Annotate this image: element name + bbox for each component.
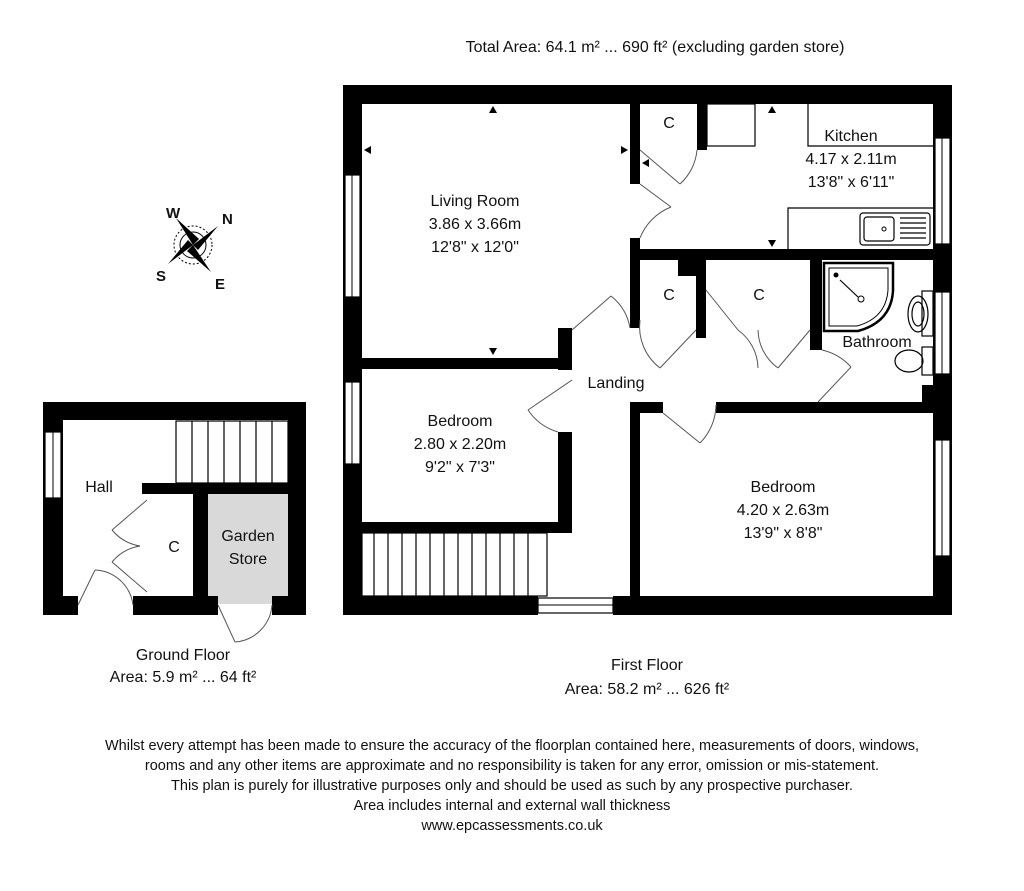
wall-cupboard-stub bbox=[678, 260, 696, 276]
first-floor-doors bbox=[528, 150, 851, 443]
total-area-text: Total Area: 64.1 m² ... 690 ft² (excluding garden store) bbox=[465, 39, 845, 56]
measurement-markers bbox=[364, 106, 776, 355]
wall-bedroom-landing bbox=[558, 432, 572, 533]
wall-landing-post bbox=[558, 328, 572, 370]
first-bottom-wall-left bbox=[343, 596, 538, 615]
website-link[interactable]: www.epcassessments.co.uk bbox=[421, 818, 603, 834]
living-room-name: Living Room bbox=[430, 193, 520, 210]
wall-bathroom-corner bbox=[922, 385, 942, 413]
ground-internal-wall-h bbox=[142, 483, 288, 494]
kitchen-metric: 4.17 x 2.11m bbox=[805, 151, 897, 168]
first-floor-stairs bbox=[362, 533, 547, 596]
disclaimer-line-3: This plan is purely for illustrative purposes only and should be used as such by any prospective purchaser. bbox=[171, 778, 853, 794]
ground-internal-wall-v bbox=[193, 483, 208, 605]
compass-icon bbox=[156, 205, 233, 293]
living-room-imperial: 12'8" x 12'0" bbox=[431, 239, 519, 256]
ground-bottom-wall-right bbox=[272, 596, 306, 615]
wall-bedroom-north-right bbox=[716, 402, 933, 413]
bedroom-small-name: Bedroom bbox=[427, 413, 493, 430]
wall-kitchen-south bbox=[640, 249, 933, 260]
wall-bedroom-west bbox=[630, 402, 640, 596]
ground-cupboard-label: C bbox=[168, 539, 180, 556]
bedroom-large-name: Bedroom bbox=[750, 479, 816, 496]
wall-kitchen-cupboard bbox=[697, 104, 707, 150]
first-floor-plan bbox=[343, 85, 952, 698]
ground-bottom-wall-left bbox=[43, 596, 78, 615]
landing-cupboard-2-label: C bbox=[753, 287, 765, 304]
ground-floor-plan bbox=[43, 402, 306, 686]
first-floor-area: Area: 58.2 m² ... 626 ft² bbox=[564, 681, 730, 698]
kitchen-cupboard-label: C bbox=[663, 115, 675, 132]
ground-top-wall bbox=[43, 402, 306, 420]
first-left-wall bbox=[343, 85, 362, 615]
compass-n-label: N bbox=[222, 211, 233, 228]
kitchen-imperial: 13'8" x 6'11" bbox=[807, 174, 895, 191]
wall-living-kitchen-upper bbox=[630, 104, 640, 184]
ground-right-wall bbox=[288, 402, 306, 615]
ground-stairs bbox=[176, 421, 288, 483]
compass-w-label: W bbox=[166, 205, 181, 222]
garden-store-fill bbox=[208, 494, 288, 604]
bedroom-small-metric: 2.80 x 2.20m bbox=[413, 436, 507, 453]
ground-floor-area: Area: 5.9 m² ... 64 ft² bbox=[109, 669, 257, 686]
bedroom-small-imperial: 9'2" x 7'3" bbox=[425, 459, 495, 476]
compass-e-label: E bbox=[215, 276, 226, 293]
garden-store-label-1: Garden bbox=[221, 528, 275, 545]
landing-name: Landing bbox=[587, 375, 645, 392]
disclaimer-line-1: Whilst every attempt has been made to ensure the accuracy of the floorplan contained here, measurements of doors, windows, bbox=[104, 738, 920, 754]
bedroom-large-imperial: 13'9" x 8'8" bbox=[743, 525, 823, 542]
first-floor-title: First Floor bbox=[611, 657, 683, 674]
wall-cupboard-bathroom bbox=[810, 260, 822, 350]
garden-store-label-2: Store bbox=[228, 551, 268, 568]
wall-living-kitchen-lower bbox=[630, 238, 640, 328]
first-bottom-wall-right bbox=[613, 596, 952, 615]
hall-label: Hall bbox=[85, 479, 113, 496]
bedroom-large-metric: 4.20 x 2.63m bbox=[736, 502, 830, 519]
first-top-wall bbox=[343, 85, 952, 104]
wall-living-bedroom bbox=[362, 358, 558, 369]
wall-bedroom-stairs bbox=[362, 522, 572, 533]
ground-floor-title: Ground Floor bbox=[135, 647, 231, 664]
living-room-metric: 3.86 x 3.66m bbox=[428, 216, 522, 233]
kitchen-name: Kitchen bbox=[824, 128, 878, 145]
compass-s-label: S bbox=[156, 268, 167, 285]
wall-cupboards-divider bbox=[696, 260, 706, 338]
bathroom-name: Bathroom bbox=[842, 334, 912, 351]
disclaimer-line-2: rooms and any other items are approximate and no responsibility is taken for any error, omission or mis-statement. bbox=[144, 758, 880, 774]
disclaimer-line-4: Area includes internal and external wall thickness bbox=[353, 798, 671, 814]
landing-cupboard-1-label: C bbox=[663, 287, 675, 304]
